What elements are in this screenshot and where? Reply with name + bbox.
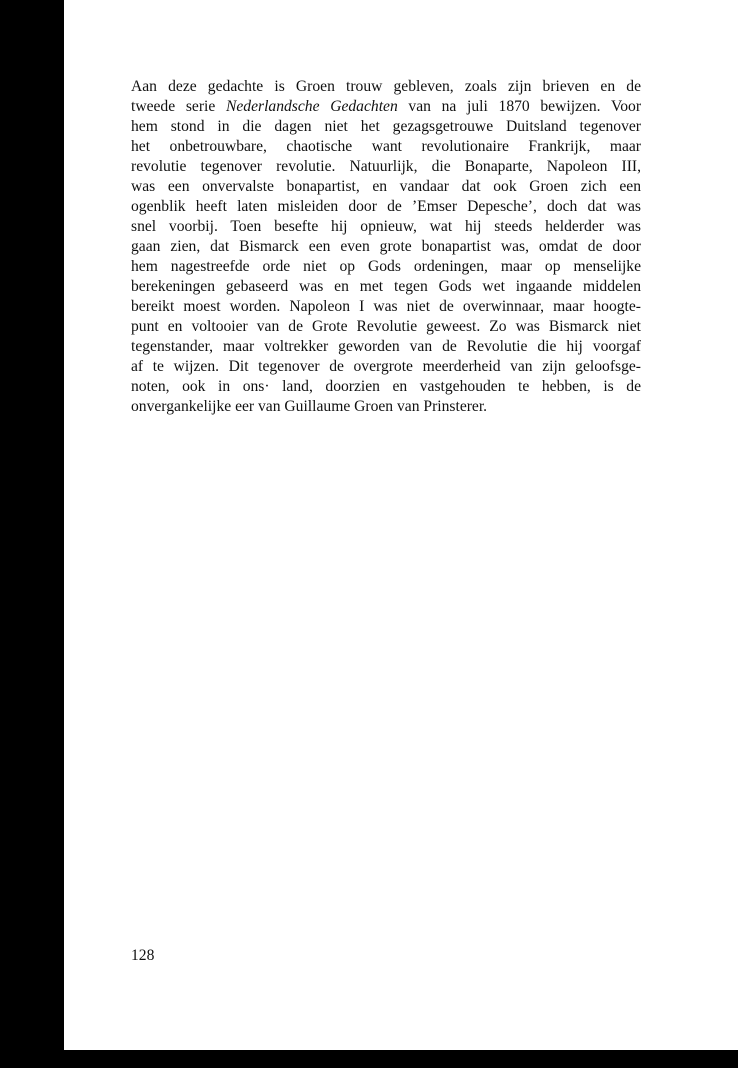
paragraph-line: berekeningen gebaseerd was en met tegen Gods wet ingaande middelen [131,278,641,295]
paragraph-line: tegenstander, maar voltrekker geworden van de Revolutie die hij voorgaf [131,338,641,355]
scan-border-bottom [0,1050,738,1068]
line-text: tweede serie [131,98,226,115]
paragraph-line: was een onvervalste bonapartist, en vandaar dat ook Groen zich een [131,178,641,195]
paragraph-line: snel voorbij. Toen besefte hij opnieuw, wat hij steeds helderder was [131,218,641,235]
paragraph-line: hem stond in die dagen niet het gezagsgetrouwe Duitsland tegenover [131,118,641,135]
paragraph-line: ogenblik heeft laten misleiden door de ’Emser Depesche’, doch dat was [131,198,641,215]
paragraph-line: Aan deze gedachte is Groen trouw gebleven, zoals zijn brieven en de [131,78,641,95]
paragraph-line: af te wijzen. Dit tegenover de overgrote meerderheid van zijn geloofsge- [131,358,641,375]
paragraph-line: het onbetrouwbare, chaotische want revolutionaire Frankrijk, maar [131,138,641,155]
paragraph-line [131,97,641,117]
scan-border-left [0,0,64,1068]
book-title: Nederlandsche Gedachten [225,98,398,115]
paragraph-line: gaan zien, dat Bismarck een even grote bonapartist was, omdat de door [131,238,641,255]
paragraph-line: punt en voltooier van de Grote Revolutie geweest. Zo was Bismarck niet [131,318,641,335]
paragraph-line: onvergankelijke eer van Guillaume Groen van Prinsterer. [131,398,488,415]
paragraph-line: hem nagestreefde orde niet op Gods ordeningen, maar op menselijke [131,258,641,275]
paragraph-line: noten, ook in ons· land, doorzien en vastgehouden te hebben, is de [131,378,641,395]
body-paragraph [131,77,641,417]
paragraph-line: revolutie tegenover revolutie. Natuurlijk, die Bonaparte, Napoleon III, [131,158,641,175]
line-text: van na juli 1870 bewijzen. Voor [397,98,642,115]
page-number: 128 [131,947,155,964]
paragraph-line: bereikt moest worden. Napoleon I was niet de overwinnaar, maar hoogte- [131,298,641,315]
